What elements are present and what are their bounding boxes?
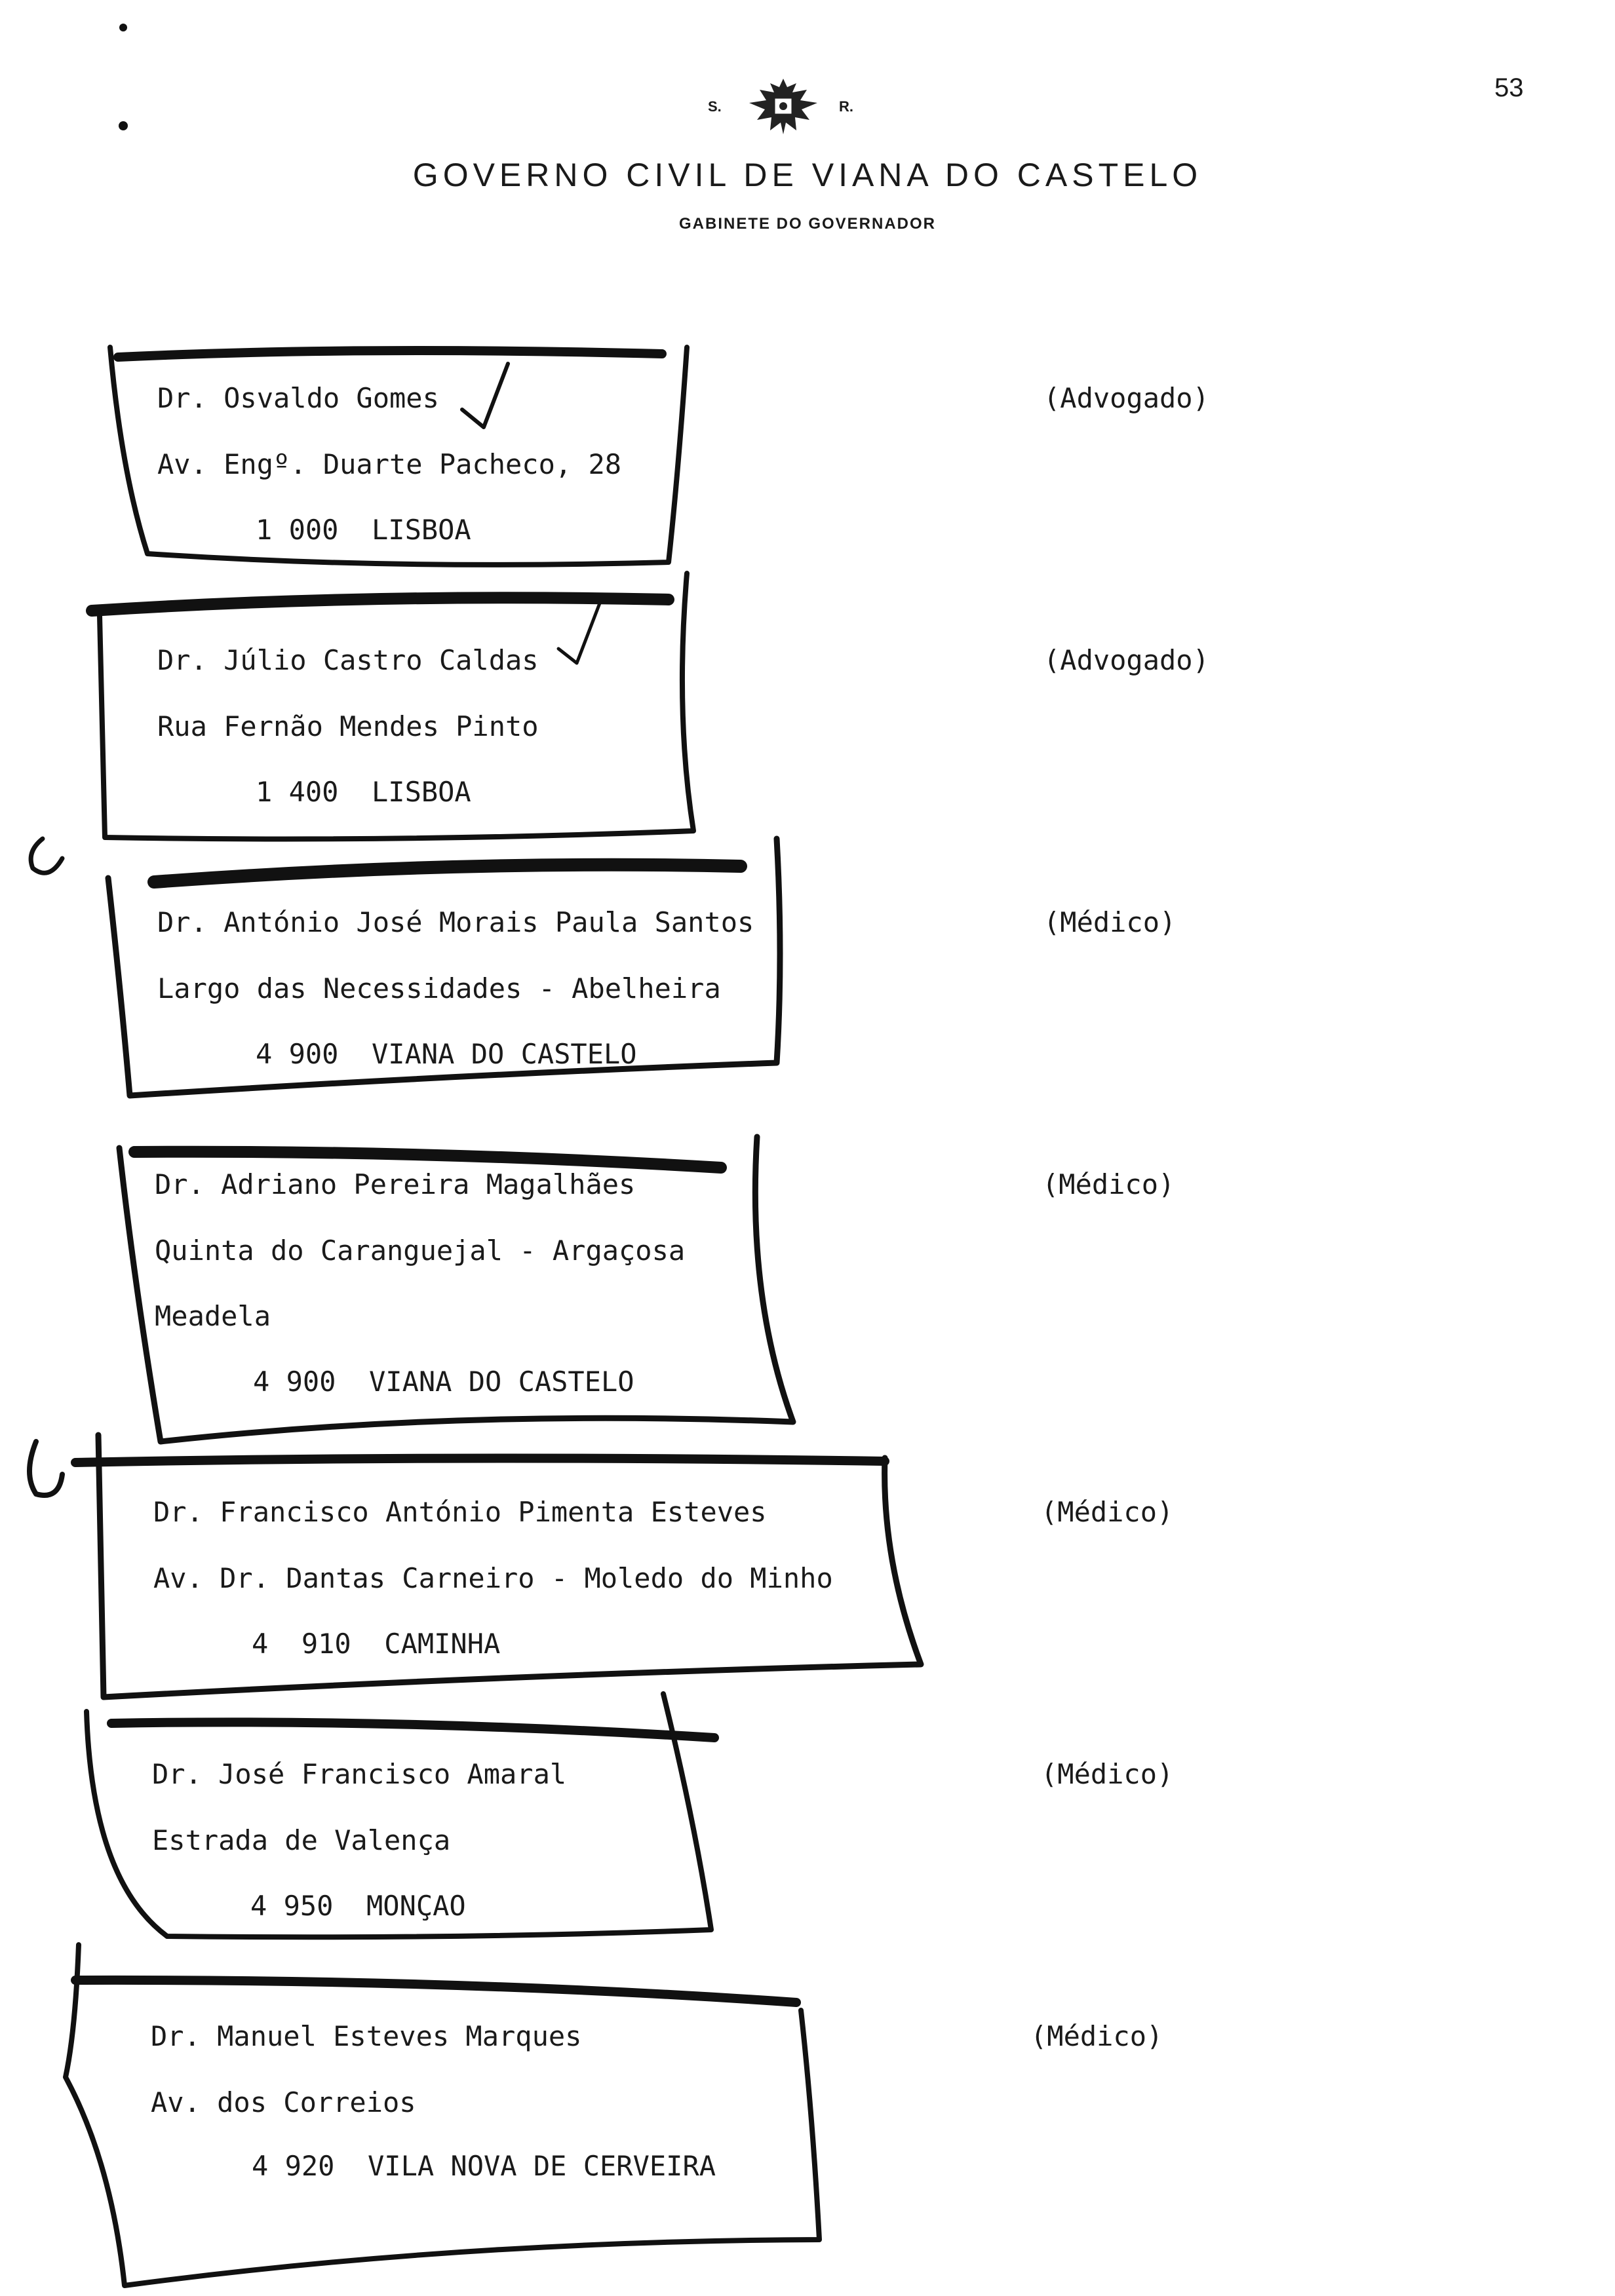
- entry-profession: (Advogado): [1043, 644, 1209, 676]
- entry-postal-line: 4 920 VILA NOVA DE CERVEIRA: [252, 2150, 716, 2182]
- crest-letter-left: S.: [708, 98, 722, 115]
- entry-name: Dr. Osvaldo Gomes: [157, 382, 439, 414]
- entry-postal-line: 4 910 CAMINHA: [252, 1628, 501, 1660]
- entry-profession: (Médico): [1030, 2020, 1163, 2052]
- entry-profession: (Advogado): [1043, 382, 1209, 414]
- entry-postal-line: 4 900 VIANA DO CASTELO: [253, 1366, 634, 1398]
- check-mark-2-icon: [558, 602, 600, 663]
- entry-postal-line: 1 000 LISBOA: [256, 514, 471, 546]
- margin-scribble-2-icon: [29, 1442, 62, 1495]
- entry-name: Dr. Manuel Esteves Marques: [151, 2020, 582, 2052]
- page-number: 53: [1494, 73, 1524, 102]
- entry-name: Dr. António José Morais Paula Santos: [157, 906, 754, 938]
- entry-address-line: Quinta do Caranguejal - Argaçosa: [155, 1234, 686, 1267]
- entry-postal-line: 4 950 MONÇAO: [250, 1890, 466, 1922]
- crest-letter-right: R.: [839, 98, 853, 115]
- entry-address-line: Av. Dr. Dantas Carneiro - Moledo do Minho: [153, 1562, 833, 1594]
- entry-profession: (Médico): [1041, 1758, 1174, 1790]
- entry-address-line: Estrada de Valença: [152, 1824, 451, 1856]
- entry-address-line: Av. Engº. Duarte Pacheco, 28: [157, 448, 622, 480]
- entry-name: Dr. José Francisco Amaral: [152, 1758, 567, 1790]
- entry-profession: (Médico): [1043, 906, 1177, 938]
- header-title: GOVERNO CIVIL DE VIANA DO CASTELO: [412, 157, 1203, 193]
- entry-name: Dr. Francisco António Pimenta Esteves: [153, 1496, 767, 1528]
- coat-of-arms: [708, 75, 878, 138]
- margin-scribble-1-icon: [31, 839, 62, 873]
- entry-postal-line: 1 400 LISBOA: [256, 776, 471, 808]
- entry-address-line: Av. dos Correios: [151, 2086, 416, 2118]
- entry-address-line: Largo das Necessidades - Abelheira: [157, 972, 721, 1004]
- entry-name: Dr. Adriano Pereira Magalhães: [155, 1168, 636, 1200]
- header-subtitle: GABINETE DO GOVERNADOR: [678, 215, 937, 233]
- check-mark-1-icon: [462, 364, 508, 427]
- entry-address-line: Rua Fernão Mendes Pinto: [157, 710, 539, 742]
- crest-emblem-icon: [744, 75, 823, 138]
- entry-name: Dr. Júlio Castro Caldas: [157, 644, 539, 676]
- entry-postal-line: 4 900 VIANA DO CASTELO: [256, 1038, 637, 1070]
- entry-profession: (Médico): [1042, 1168, 1175, 1200]
- stray-dot-1: [119, 24, 127, 31]
- stray-dot-2: [119, 121, 128, 130]
- entry-address-line: Meadela: [155, 1300, 271, 1332]
- entry-profession: (Médico): [1041, 1496, 1174, 1528]
